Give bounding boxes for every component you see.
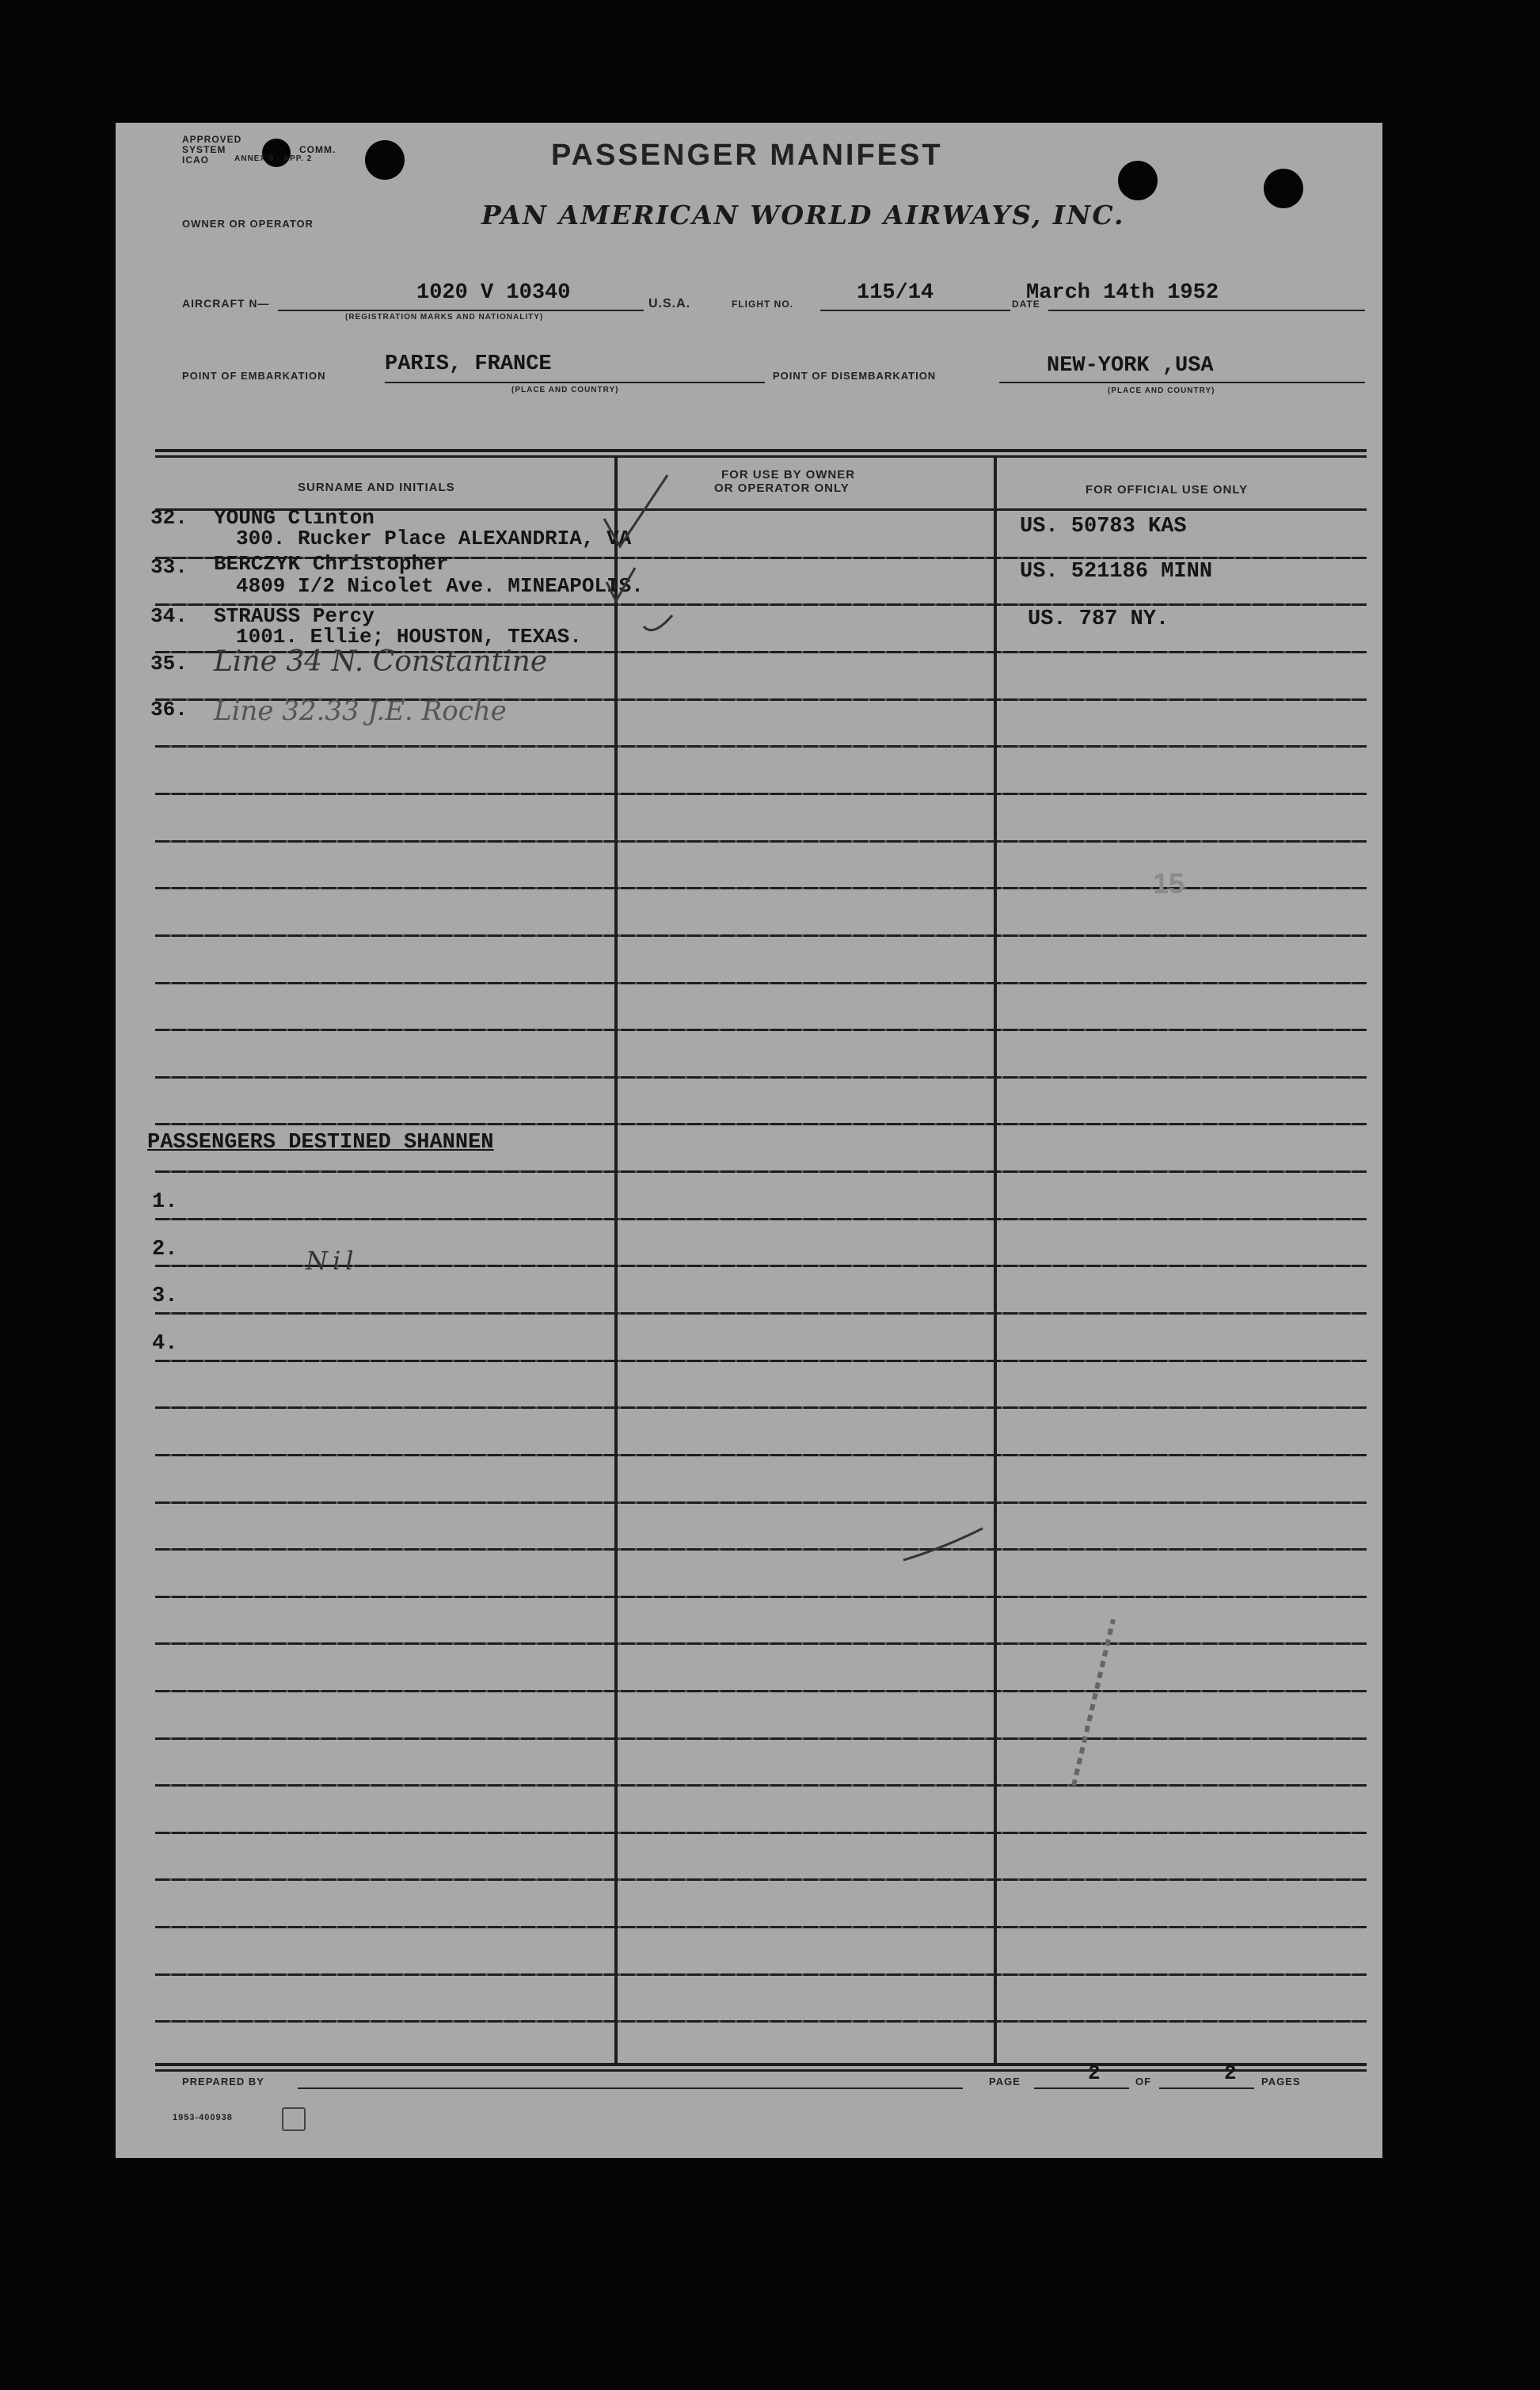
row-number: 35. [150, 652, 188, 676]
page-total: 2 [1224, 2061, 1237, 2085]
column-divider-2 [994, 455, 997, 2063]
passenger-name: BERCZYK Christopher [214, 552, 449, 576]
passenger-number: 33. [150, 555, 188, 579]
passenger-number: 32. [150, 506, 188, 530]
passenger-name: YOUNG Clinton [214, 506, 375, 530]
form-number: 1953-400938 [173, 2113, 233, 2122]
row-rule [155, 1926, 1367, 1928]
passenger-address: 4809 I/2 Nicolet Ave. MINEAPOLIS. [236, 574, 644, 598]
prepared-by-label: PREPARED BY [182, 2076, 264, 2087]
check-mark-icon [642, 614, 674, 637]
table-bottom-rule-1 [155, 2063, 1367, 2066]
flight-underline [820, 310, 1010, 311]
embarkation-label: POINT OF EMBARKATION [182, 370, 326, 382]
stray-pen-mark [899, 1524, 987, 1564]
faint-stamp-number: 15 [1153, 867, 1185, 900]
manifest-sheet [116, 123, 1382, 2158]
column-header-surname: SURNAME AND INITIALS [298, 481, 455, 494]
row-rule [155, 745, 1367, 748]
section-row-number: 4. [152, 1332, 178, 1356]
row-number: 36. [150, 698, 188, 721]
aircraft-value: 1020 V 10340 [416, 281, 571, 305]
flight-value: 115/14 [857, 281, 934, 305]
passenger-official-entry: US. 787 NY. [1028, 607, 1169, 631]
embarkation-underline [385, 382, 765, 383]
row-rule [155, 2020, 1367, 2023]
punch-hole-right-1 [1118, 161, 1158, 200]
owner-operator-label: OWNER OR OPERATOR [182, 218, 314, 230]
stray-stamp-mark [1058, 1612, 1129, 1794]
pages-label: PAGES [1261, 2076, 1301, 2087]
row-rule [155, 1360, 1367, 1362]
passenger-address: 1001. Ellie; HOUSTON, TEXAS. [236, 625, 582, 649]
disembarkation-caption: (PLACE AND COUNTRY) [1108, 386, 1215, 395]
row-rule [155, 1454, 1367, 1456]
handwritten-note: Line 34 N. Constantine [214, 645, 548, 678]
section-row-number: 2. [152, 1238, 178, 1262]
row-rule [155, 1406, 1367, 1409]
of-underline [1159, 2087, 1254, 2089]
column-header-owner-line-2: OR OPERATOR ONLY [714, 481, 850, 495]
handwritten-note: Line 32.33 J.E. Roche [214, 695, 507, 727]
row-rule [155, 840, 1367, 843]
row-rule [155, 1832, 1367, 1834]
registration-caption: (REGISTRATION MARKS AND NATIONALITY) [345, 313, 544, 322]
row-rule [155, 1690, 1367, 1692]
flight-label: FLIGHT NO. [732, 299, 793, 310]
aircraft-underline [278, 310, 644, 311]
date-underline [1048, 310, 1365, 311]
row-rule [155, 1784, 1367, 1787]
punch-hole-left [365, 140, 405, 180]
manifest-title: PASSENGER MANIFEST [551, 139, 943, 172]
column-header-owner-line-1: FOR USE BY OWNER [721, 468, 856, 481]
row-rule [155, 793, 1367, 795]
embarkation-caption: (PLACE AND COUNTRY) [511, 386, 619, 394]
prepared-by-underline [298, 2087, 963, 2089]
printer-mark [282, 2107, 306, 2131]
row-rule [155, 1076, 1367, 1079]
section-row-number: 1. [152, 1190, 178, 1214]
embarkation-value: PARIS, FRANCE [385, 352, 552, 376]
section-row-number: 3. [152, 1284, 178, 1308]
row-rule [155, 1548, 1367, 1551]
row-rule [155, 1218, 1367, 1220]
approval-line-3: COMM. [299, 144, 337, 155]
passenger-address: 300. Rucker Place ALEXANDRIA, VA [236, 527, 632, 550]
page-number: 2 [1088, 2061, 1101, 2085]
row-rule [155, 1878, 1367, 1881]
row-rule [155, 1312, 1367, 1315]
punch-hole-right-2 [1264, 169, 1303, 208]
row-rule [155, 934, 1367, 937]
approval-line-2: SYSTEM [182, 144, 226, 155]
approval-line-4: ICAO [182, 154, 209, 166]
row-rule [155, 1596, 1367, 1598]
table-top-rule-2 [155, 455, 1367, 458]
table-bottom-rule-2 [155, 2069, 1367, 2072]
row-rule [155, 1973, 1367, 1976]
row-rule [155, 887, 1367, 889]
row-rule [155, 1501, 1367, 1504]
row-rule [155, 1737, 1367, 1740]
aircraft-label: AIRCRAFT N— [182, 297, 270, 310]
usa-label: U.S.A. [648, 297, 691, 310]
approval-line-1: APPROVED [182, 134, 242, 145]
date-label: DATE [1012, 299, 1040, 310]
section-heading: PASSENGERS DESTINED SHANNEN [147, 1131, 494, 1155]
column-header-official: FOR OFFICIAL USE ONLY [1086, 483, 1249, 497]
operator-name: PAN AMERICAN WORLD AIRWAYS, INC. [481, 200, 1125, 230]
of-label: OF [1135, 2076, 1152, 2087]
page-label: PAGE [989, 2076, 1021, 2087]
passenger-official-entry: US. 50783 KAS [1020, 515, 1187, 539]
table-top-rule-1 [155, 449, 1367, 452]
disembarkation-underline [999, 382, 1365, 383]
disembarkation-value: NEW-YORK ,USA [1047, 354, 1214, 378]
disembarkation-label: POINT OF DISEMBARKATION [773, 370, 937, 382]
check-mark-icon [605, 566, 637, 606]
column-divider-1 [614, 455, 618, 2063]
passenger-official-entry: US. 521186 MINN [1020, 560, 1213, 584]
row-rule [155, 982, 1367, 984]
row-rule [155, 1170, 1367, 1173]
page-underline [1034, 2087, 1129, 2089]
row-rule [155, 1029, 1367, 1031]
passenger-number: 34. [150, 604, 188, 628]
check-mark-icon [600, 471, 671, 558]
approval-line-5: ANNEX 9 - APP. 2 [234, 154, 313, 163]
row-rule [155, 1642, 1367, 1645]
date-value: March 14th 1952 [1026, 281, 1219, 305]
handwritten-nil: Nil [306, 1246, 359, 1276]
passenger-name: STRAUSS Percy [214, 604, 375, 628]
row-rule [155, 1123, 1367, 1125]
